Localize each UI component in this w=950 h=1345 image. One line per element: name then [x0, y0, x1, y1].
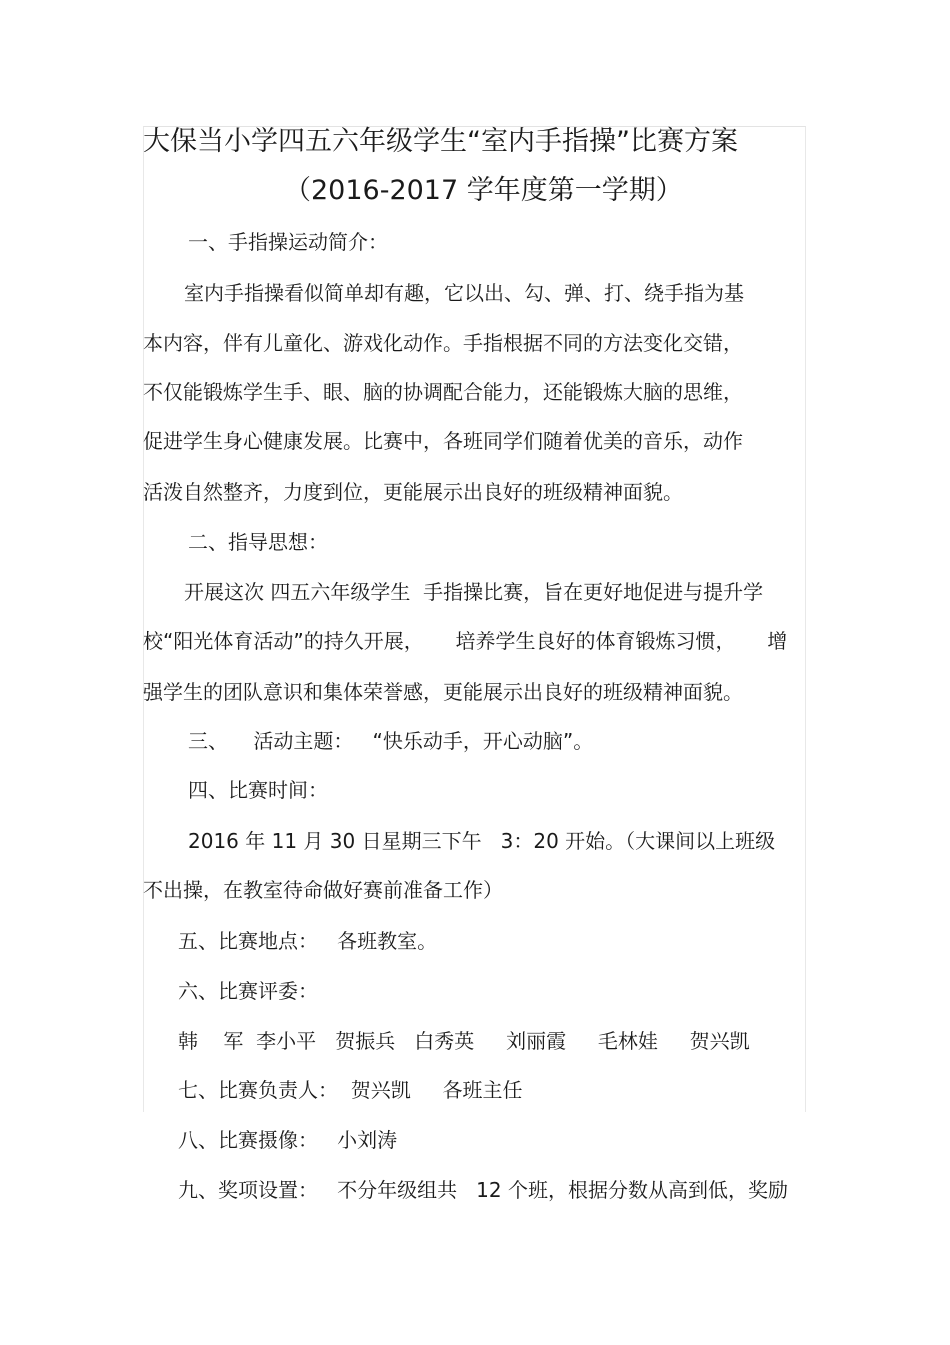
section-heading-organizer: 七、比赛负责人： 贺兴凯 各班主任 [178, 1078, 523, 1102]
document-subtitle: （2016-2017 学年度第一学期） [284, 175, 683, 206]
paragraph-line: 本内容，伴有儿童化、游戏化动作。手指根据不同的方法变化交错， [143, 331, 743, 355]
paragraph-line: 强学生的团队意识和集体荣誉感，更能展示出良好的班级精神面貌。 [143, 680, 743, 704]
paragraph-line: 不仅能锻炼学生手、眼、脑的协调配合能力，还能锻炼大脑的思维， [143, 380, 743, 404]
section-heading-location: 五、比赛地点： 各班教室。 [178, 929, 438, 953]
paragraph-line: 活泼自然整齐，力度到位，更能展示出良好的班级精神面貌。 [143, 480, 683, 504]
document-frame [143, 126, 806, 1112]
section-heading-awards: 九、奖项设置： 不分年级组共 12 个班，根据分数从高到低，奖励 [178, 1178, 788, 1202]
document-title: 大保当小学四五六年级学生“室内手指操”比赛方案 [143, 126, 738, 157]
section-heading-theme: 三、 活动主题： “快乐动手，开心动脑”。 [188, 729, 594, 753]
section-heading-judges: 六、比赛评委： [178, 979, 318, 1003]
section-heading-camera: 八、比赛摄像： 小刘涛 [178, 1128, 398, 1152]
section-heading-intro: 一、手指操运动简介： [188, 230, 388, 254]
paragraph-line: 室内手指操看似简单却有趣，它以出、勾、弹、打、绕手指为基 [184, 281, 744, 305]
paragraph-line: 开展这次 四五六年级学生 手指操比赛，旨在更好地促进与提升学 [184, 580, 764, 604]
paragraph-line: 校“阳光体育活动”的持久开展， 培养学生良好的体育锻炼习惯， 增 [143, 629, 788, 653]
judges-list: 韩 军 李小平 贺振兵 白秀英 刘丽霞 毛林娃 贺兴凯 [178, 1029, 750, 1053]
paragraph-line: 2016 年 11 月 30 日星期三下午 3：20 开始。（大课间以上班级 [188, 829, 776, 853]
paragraph-line: 促进学生身心健康发展。比赛中，各班同学们随着优美的音乐，动作 [143, 429, 743, 453]
paragraph-line: 不出操，在教室待命做好赛前准备工作） [143, 878, 503, 902]
section-heading-time: 四、比赛时间： [188, 778, 328, 802]
section-heading-guiding: 二、指导思想： [188, 530, 328, 554]
